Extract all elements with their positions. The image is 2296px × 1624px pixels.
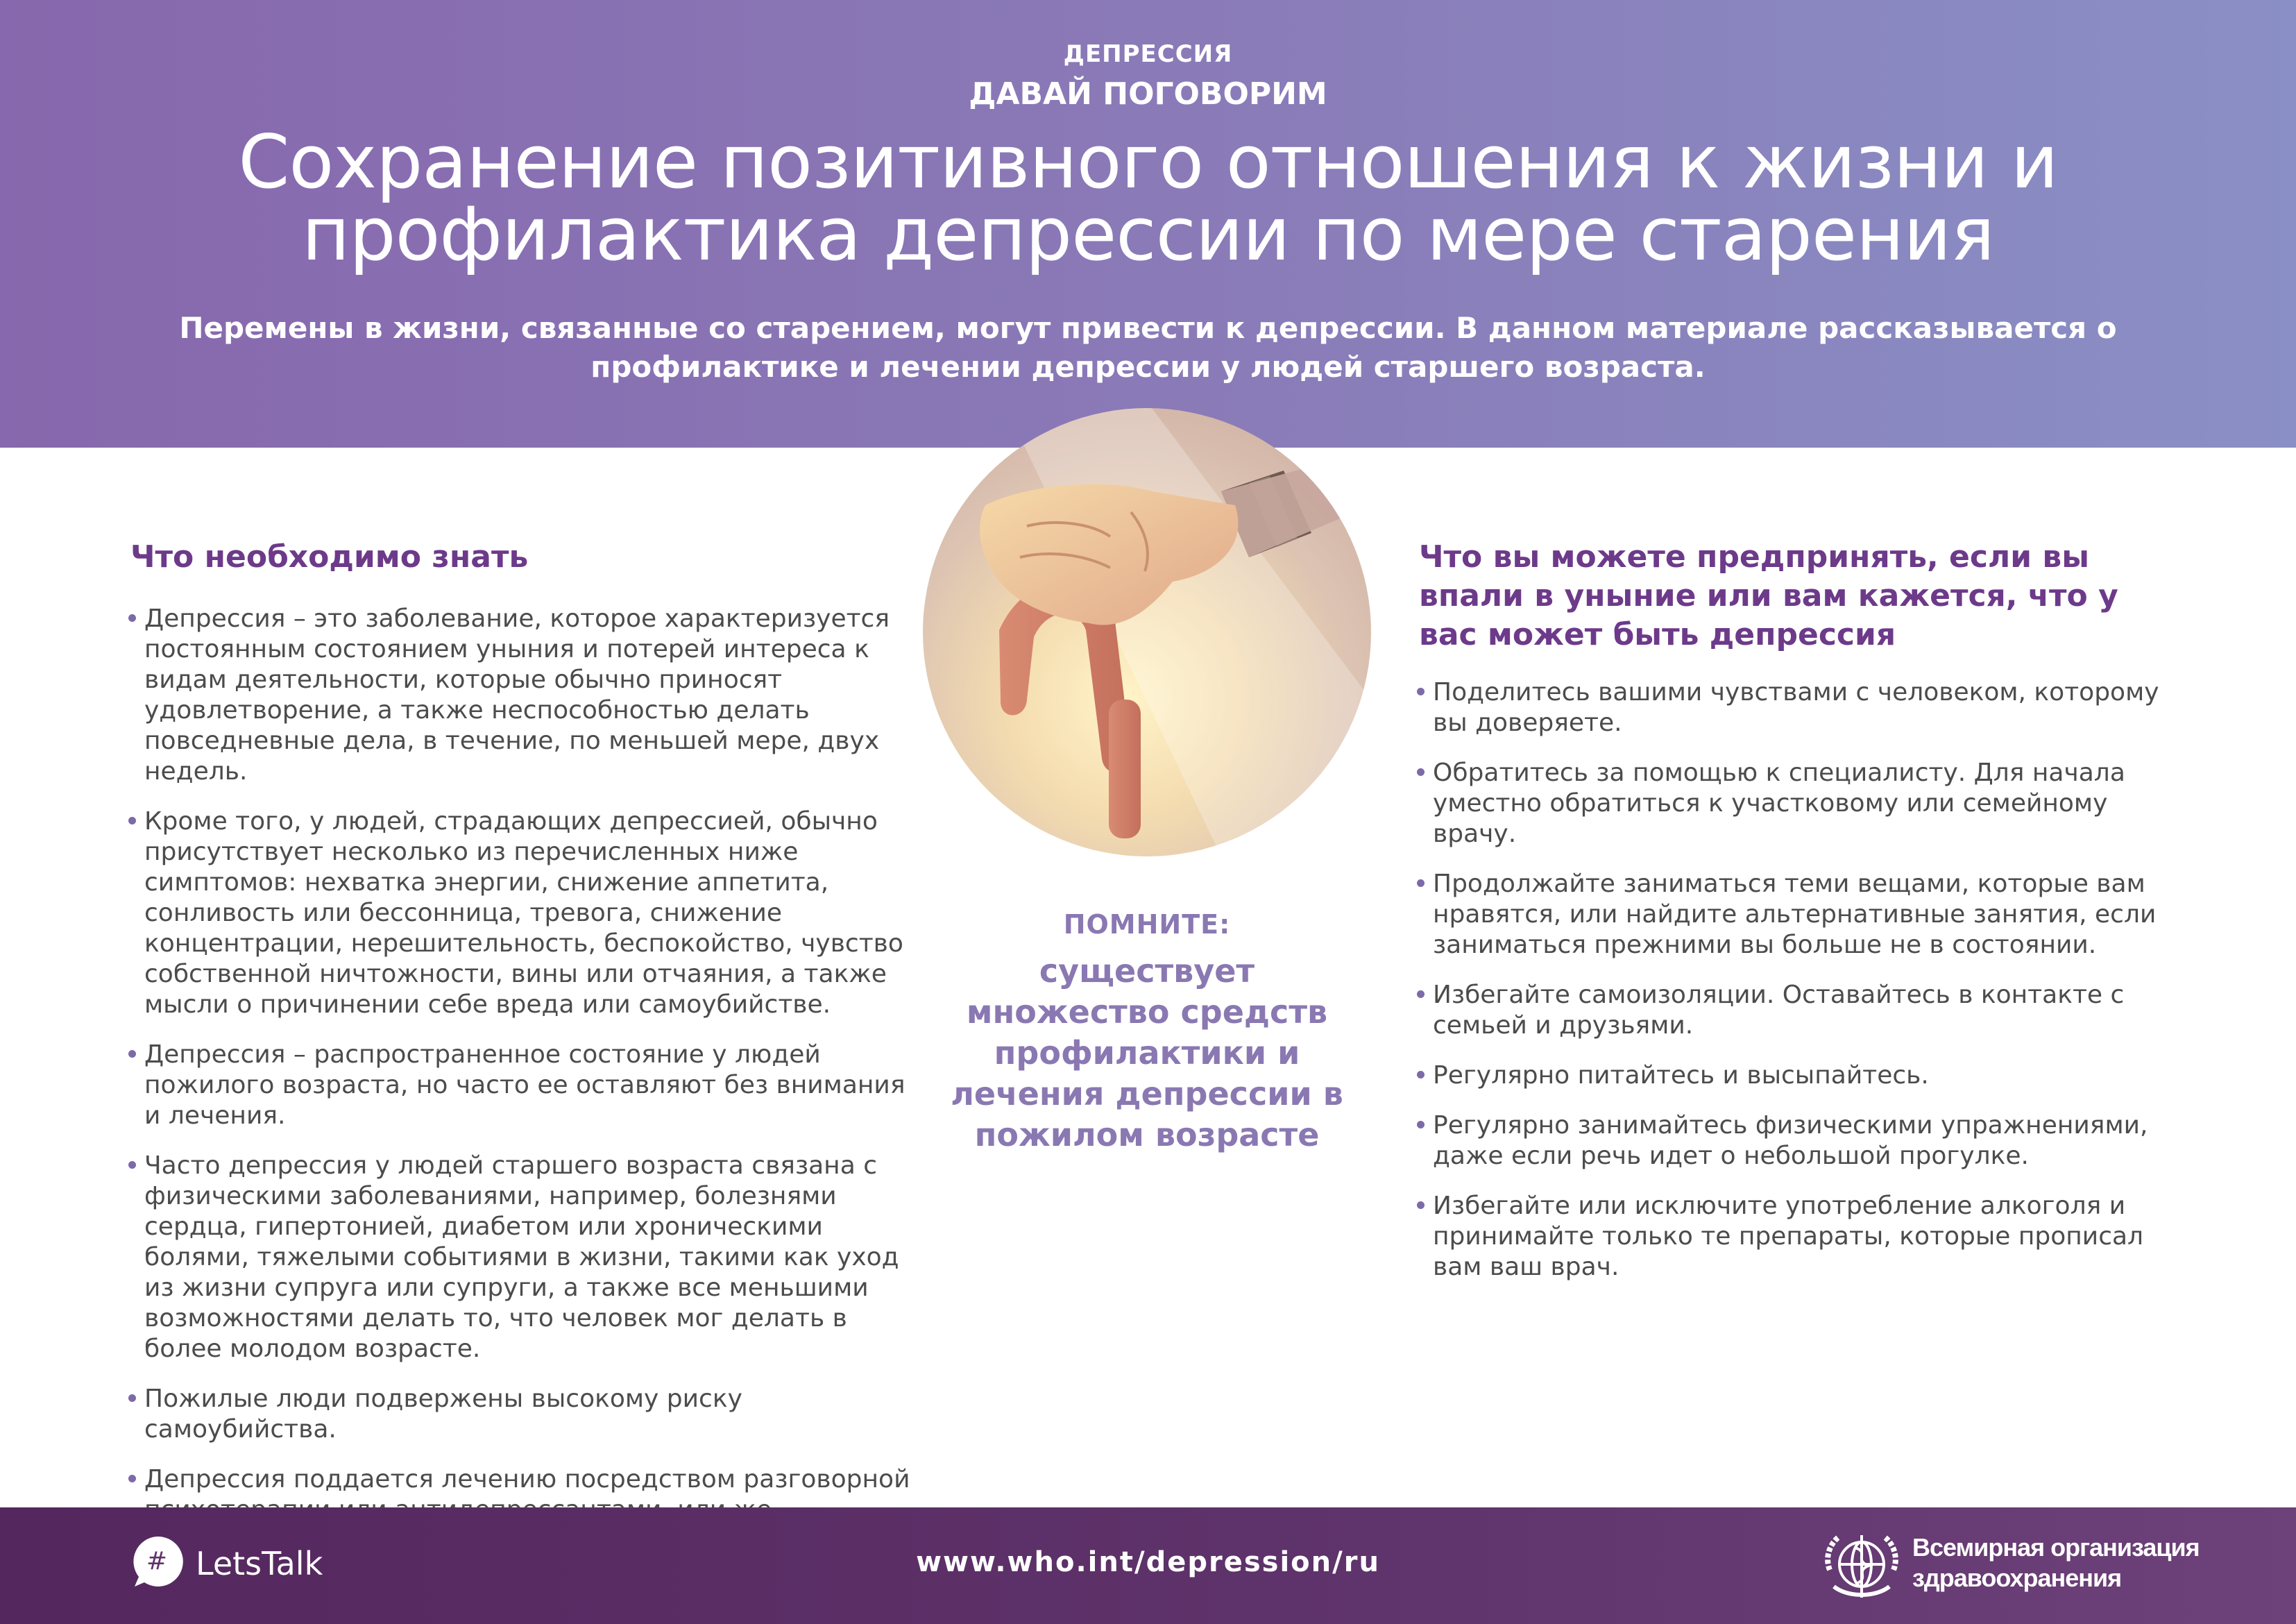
- bullet-dot-icon: [128, 1475, 136, 1482]
- bullet-text: Пожилые люди подвержены высокому риску самоубийства.: [144, 1385, 742, 1444]
- bullet-dot-icon: [128, 1050, 136, 1058]
- hashtag-label: LetsTalk: [196, 1545, 323, 1582]
- bullet-item: [128, 1040, 912, 1131]
- right-column-heading: Что вы можете предпринять, если вы впали в уныние или вам кажется, что у вас может быть депрессия: [1419, 539, 2118, 652]
- bullet-item: [1417, 1110, 2166, 1172]
- bullet-item: [128, 1384, 912, 1445]
- bullet-text: Поделитесь вашими чувствами с человеком, которому вы доверяете.: [1433, 678, 2159, 737]
- bullet-text: Избегайте самоизоляции. Оставайтесь в контакте с семьей и друзьями.: [1433, 981, 2125, 1040]
- who-organization-name: [1912, 1532, 2204, 1593]
- hash-symbol: #: [146, 1547, 168, 1575]
- bullet-text: Депрессия – распространенное состояние у людей пожилого возраста, но часто ее оставляют без внимания и лечения.: [144, 1040, 905, 1130]
- footer-bar: [0, 1507, 2296, 1624]
- bullet-dot-icon: [1417, 1201, 1425, 1209]
- page-title: Сохранение позитивного отношения к жизни и профилактика депрессии по мере старения: [238, 119, 2058, 277]
- who-name-line-2: здравоохранения: [1912, 1564, 2122, 1592]
- who-depression-link[interactable]: www.who.int/depression/ru: [916, 1546, 1380, 1578]
- remember-callout: существует множество средств профилактики и лечения депрессии в пожилом возрасте: [951, 952, 1343, 1153]
- bullet-dot-icon: [128, 1161, 136, 1169]
- lead-paragraph: Перемены в жизни, связанные со старением, могут привести к депрессии. В данном материале рассказывается о профилактике и лечении депрессии у людей старшего возраста.: [179, 311, 2117, 384]
- bullet-item: [1417, 980, 2166, 1041]
- bullet-item: [1417, 1060, 2166, 1091]
- left-column-heading: Что необходимо знать: [130, 539, 529, 575]
- bullet-dot-icon: [1417, 688, 1425, 695]
- bullet-text: Продолжайте заниматься теми вещами, которые вам нравятся, или найдите альтернативные занятия, если заниматься прежними вы больше не в состоянии.: [1433, 870, 2157, 959]
- bullet-text: Депрессия поддается лечению посредством разговорной: [144, 1465, 910, 1494]
- bullet-dot-icon: [1417, 990, 1425, 998]
- left-bullet-list: [128, 604, 912, 1575]
- bullet-dot-icon: [1417, 1121, 1425, 1128]
- hands-on-walking-cane-illustration: [923, 408, 1371, 856]
- header-banner: [0, 0, 2296, 448]
- bullet-dot-icon: [1417, 879, 1425, 887]
- bullet-text: Кроме того, у людей, страдающих депрессией, обычно присутствует несколько из перечисленных ниже симптомов: нехватка энергии, снижение аппетита, сонливость или бессонница, тревога, снижение концентрации, нерешительность, беспокойство, чувство собственной ничтожности, вины или отчаяния, а также мысли о причинении себе вреда или самоубийстве.: [144, 807, 903, 1019]
- campaign-series: ДАВАЙ ПОГОВОРИМ: [969, 76, 1327, 112]
- bullet-dot-icon: [128, 817, 136, 824]
- who-emblem-icon: [1820, 1528, 1903, 1605]
- bullet-text: Регулярно занимайтесь физическими упражнениями, даже если речь идет о небольшой прогулке.: [1433, 1111, 2148, 1170]
- remember-label: ПОМНИТЕ:: [1063, 909, 1231, 940]
- bullet-item: [128, 1151, 912, 1364]
- bullet-item: [128, 604, 912, 787]
- bullet-text: Часто депрессия у людей старшего возраста связана с физическими заболеваниями, например, болезнями сердца, гипертонией, диабетом или хроническими болями, тяжелыми событиями в жизни, такими как уход из жизни супруга или супруги, а также все меньшими возможностями делать то, что человек мог делать в более молодом возрасте.: [144, 1151, 899, 1363]
- bullet-dot-icon: [1417, 1071, 1425, 1079]
- bullet-item: [1417, 677, 2166, 738]
- bullet-text: Обратитесь за помощью к специалисту. Для начала уместно обратиться к участковому или семейному врачу.: [1433, 759, 2125, 848]
- bullet-item: [1417, 1191, 2166, 1283]
- bullet-text: Регулярно питайтесь и высыпайтесь.: [1433, 1061, 1929, 1090]
- bullet-item: [1417, 869, 2166, 961]
- bullet-item: [1417, 758, 2166, 849]
- bullet-text: Избегайте или исключите употребление алкоголя и принимайте только те препараты, которые прописал вам ваш врач.: [1433, 1192, 2144, 1281]
- topic-kicker: ДЕПРЕССИЯ: [1063, 40, 1233, 68]
- bullet-item: [128, 806, 912, 1020]
- right-bullet-list: [1417, 677, 2166, 1302]
- bullet-dot-icon: [128, 614, 136, 622]
- bullet-text: Депрессия – это заболевание, которое характеризуется постоянным состоянием уныния и потерей интереса к видам деятельности, которые обычно приносят удовлетворение, а также неспособностью делать повседневные дела, в течение, по меньшей мере, двух недель.: [144, 604, 890, 786]
- bullet-dot-icon: [128, 1394, 136, 1402]
- speech-bubble-hash-icon: [130, 1535, 183, 1588]
- who-name-line-1: Всемирная организация: [1912, 1533, 2200, 1562]
- bullet-dot-icon: [1417, 768, 1425, 776]
